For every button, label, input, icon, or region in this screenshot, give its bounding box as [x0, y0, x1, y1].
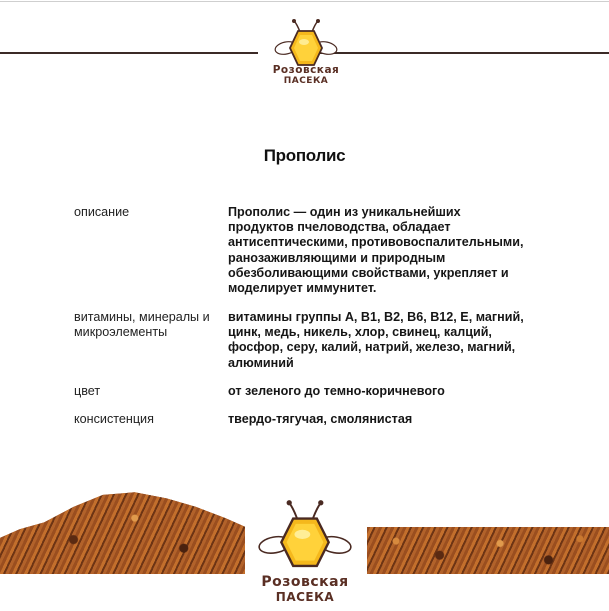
value-line: цинк, медь, никель, хлор, свинец, калций,	[228, 325, 492, 340]
value-line: моделирует иммунитет.	[228, 281, 377, 296]
label-line: микроэлементы	[74, 325, 168, 340]
value-line: фосфор, серу, калий, натрий, железо, магний,	[228, 340, 516, 355]
page-title: Прополис	[263, 146, 346, 165]
header-rule-left	[0, 52, 258, 54]
property-value: от зеленого до темно-коричневого	[228, 384, 445, 398]
value-line: Прополис — один из уникальнейших	[228, 205, 461, 219]
bee-hexagon-icon	[255, 497, 355, 577]
property-label	[74, 310, 226, 340]
property-row-consistency	[74, 412, 554, 428]
property-value	[228, 310, 558, 371]
property-value	[228, 205, 558, 296]
top-border	[0, 1, 609, 2]
brand-logo-header	[268, 18, 344, 96]
property-value: твердо-тягучая, смолянистая	[228, 412, 413, 426]
brand-name-line2: ПАСЕКА	[275, 590, 335, 604]
header-rule-right	[300, 52, 609, 54]
brand-name-line1: Розовская	[272, 64, 340, 76]
property-label: описание	[74, 205, 130, 219]
propolis-texture	[367, 527, 609, 574]
brand-name-line2: ПАСЕКА	[283, 76, 329, 86]
propolis-texture	[0, 488, 245, 574]
value-line: обезболивающими свойствами, укрепляет и	[228, 265, 509, 280]
value-line: витамины группы А, В1, В2, В6, В12, Е, магний,	[228, 310, 524, 324]
property-label: консистенция	[74, 412, 154, 426]
label-line: витамины, минералы и	[74, 310, 210, 324]
value-line: продуктов пчеловодства, обладает	[228, 220, 451, 235]
property-label: цвет	[74, 384, 101, 398]
value-line: антисептическими, противовоспалительными,	[228, 235, 524, 250]
value-line: ранозаживляющими и природным	[228, 250, 446, 265]
property-row-color	[74, 384, 554, 400]
propolis-heap-photo	[0, 488, 245, 574]
propolis-strip-photo	[367, 527, 609, 574]
brand-logo-footer	[255, 497, 355, 605]
brand-name-line1: Розовская	[261, 574, 349, 590]
property-row-description	[74, 205, 554, 297]
property-row-vitamins	[74, 310, 554, 372]
value-line: алюминий	[228, 355, 294, 370]
